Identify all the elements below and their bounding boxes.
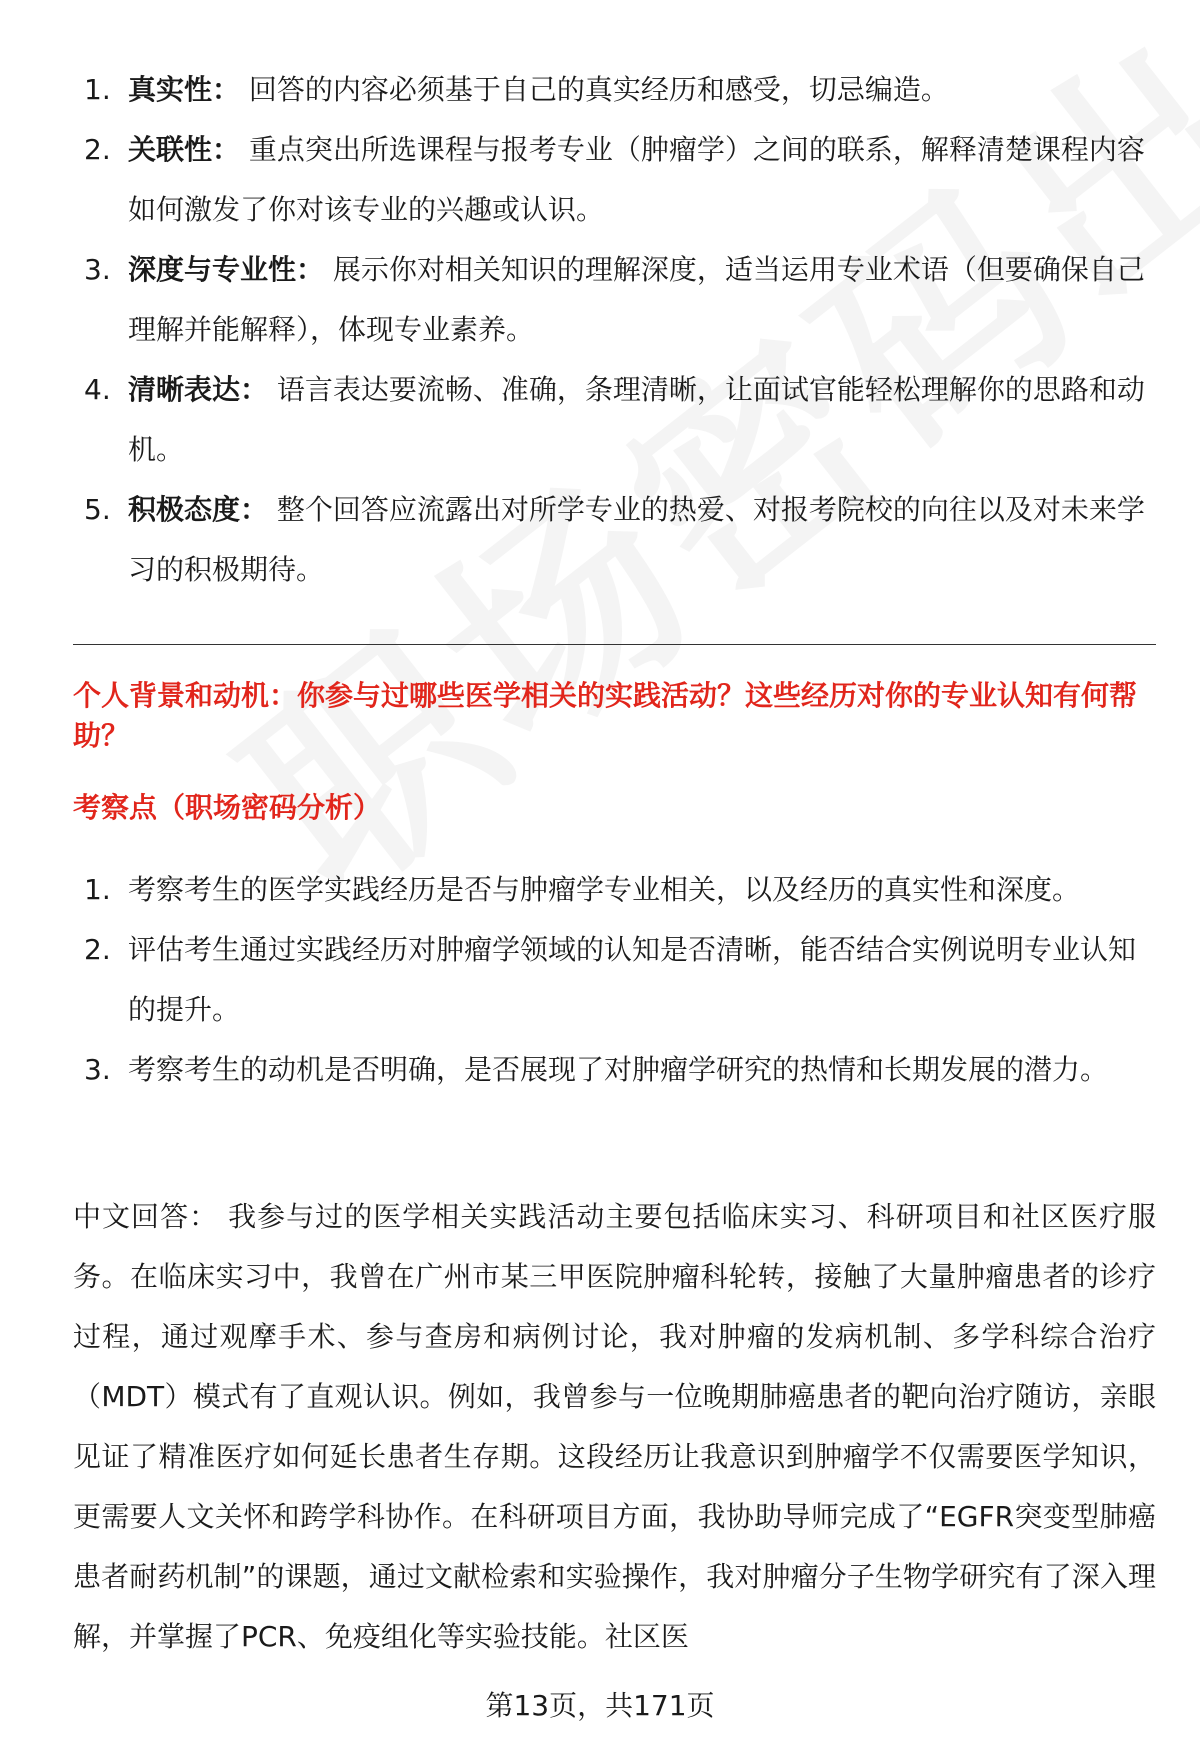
item-text: 语言表达要流畅、准确，条理清晰，让面试官能轻松理解你的思路和动机。	[128, 373, 1145, 466]
item-term: 关联性：	[128, 133, 241, 166]
list-item	[84, 860, 1156, 920]
list-item	[84, 1040, 1156, 1100]
item-number: 1.	[84, 873, 111, 906]
item-text: 展示你对相关知识的理解深度，适当运用专业术语（但要确保自己理解并能解释），体现专业素养。	[128, 253, 1145, 346]
list-item	[84, 480, 1156, 600]
list-item	[84, 60, 1156, 120]
item-text: 整个回答应流露出对所学专业的热爱、对报考院校的向往以及对未来学习的积极期待。	[128, 493, 1145, 586]
section-divider	[73, 644, 1156, 645]
list-item	[84, 120, 1156, 240]
item-term: 深度与专业性：	[128, 253, 325, 286]
item-text: 回答的内容必须基于自己的真实经历和感受，切忌编造。	[240, 73, 949, 106]
item-number: 2.	[84, 133, 111, 166]
page-number: 第13页，共171页	[485, 1689, 715, 1722]
item-number: 5.	[84, 493, 111, 526]
item-number: 2.	[84, 933, 111, 966]
list-item	[84, 920, 1156, 1040]
list-item	[84, 360, 1156, 480]
item-number: 3.	[84, 1053, 111, 1086]
item-number: 4.	[84, 373, 111, 406]
item-text: 考察考生的动机是否明确，是否展现了对肿瘤学研究的热情和长期发展的潜力。	[128, 1053, 1109, 1086]
exam-points-heading: 考察点（职场密码分析）	[73, 791, 382, 824]
answer-paragraph: 中文回答： 我参与过的医学相关实践活动主要包括临床实习、科研项目和社区医疗服务。在临床实习中，我曾在广州市某三甲医院肿瘤科轮转，接触了大量肿瘤患者的诊疗过程，通过观摩手术、参与查房和病例讨论，我对肿瘤的发病机制、多学科综合治疗（MDT）模式有了直观认识。例如，我曾参与一位晚期肺癌患者的靶向治疗随访，亲眼见证了精准医疗如何延长患者生存期。这段经历让我意识到肿瘤学不仅需要医学知识，更需要人文关怀和跨学科协作。在科研项目方面，我协助导师完成了“EGFR突变型肺癌患者耐药机制”的课题，通过文献检索和实验操作，我对肿瘤分子生物学研究有了深入理解，并掌握了PCR、免疫组化等实验技能。社区医	[73, 1200, 1156, 1653]
item-number: 3.	[84, 253, 111, 286]
item-term: 清晰表达：	[128, 373, 269, 406]
exam-points-list	[84, 860, 1156, 1100]
item-number: 1.	[84, 73, 111, 106]
question-heading: 个人背景和动机：你参与过哪些医学相关的实践活动？这些经历对你的专业认知有何帮助？	[73, 679, 1138, 752]
requirements-list	[84, 60, 1156, 600]
item-text: 考察考生的医学实践经历是否与肿瘤学专业相关，以及经历的真实性和深度。	[128, 873, 1081, 906]
item-text: 重点突出所选课程与报考专业（肿瘤学）之间的联系，解释清楚课程内容如何激发了你对该专业的兴趣或认识。	[128, 133, 1145, 226]
item-text: 评估考生通过实践经历对肿瘤学领域的认知是否清晰，能否结合实例说明专业认知的提升。	[128, 933, 1137, 1026]
item-term: 积极态度：	[128, 493, 269, 526]
item-term: 真实性：	[128, 73, 241, 106]
list-item	[84, 240, 1156, 360]
